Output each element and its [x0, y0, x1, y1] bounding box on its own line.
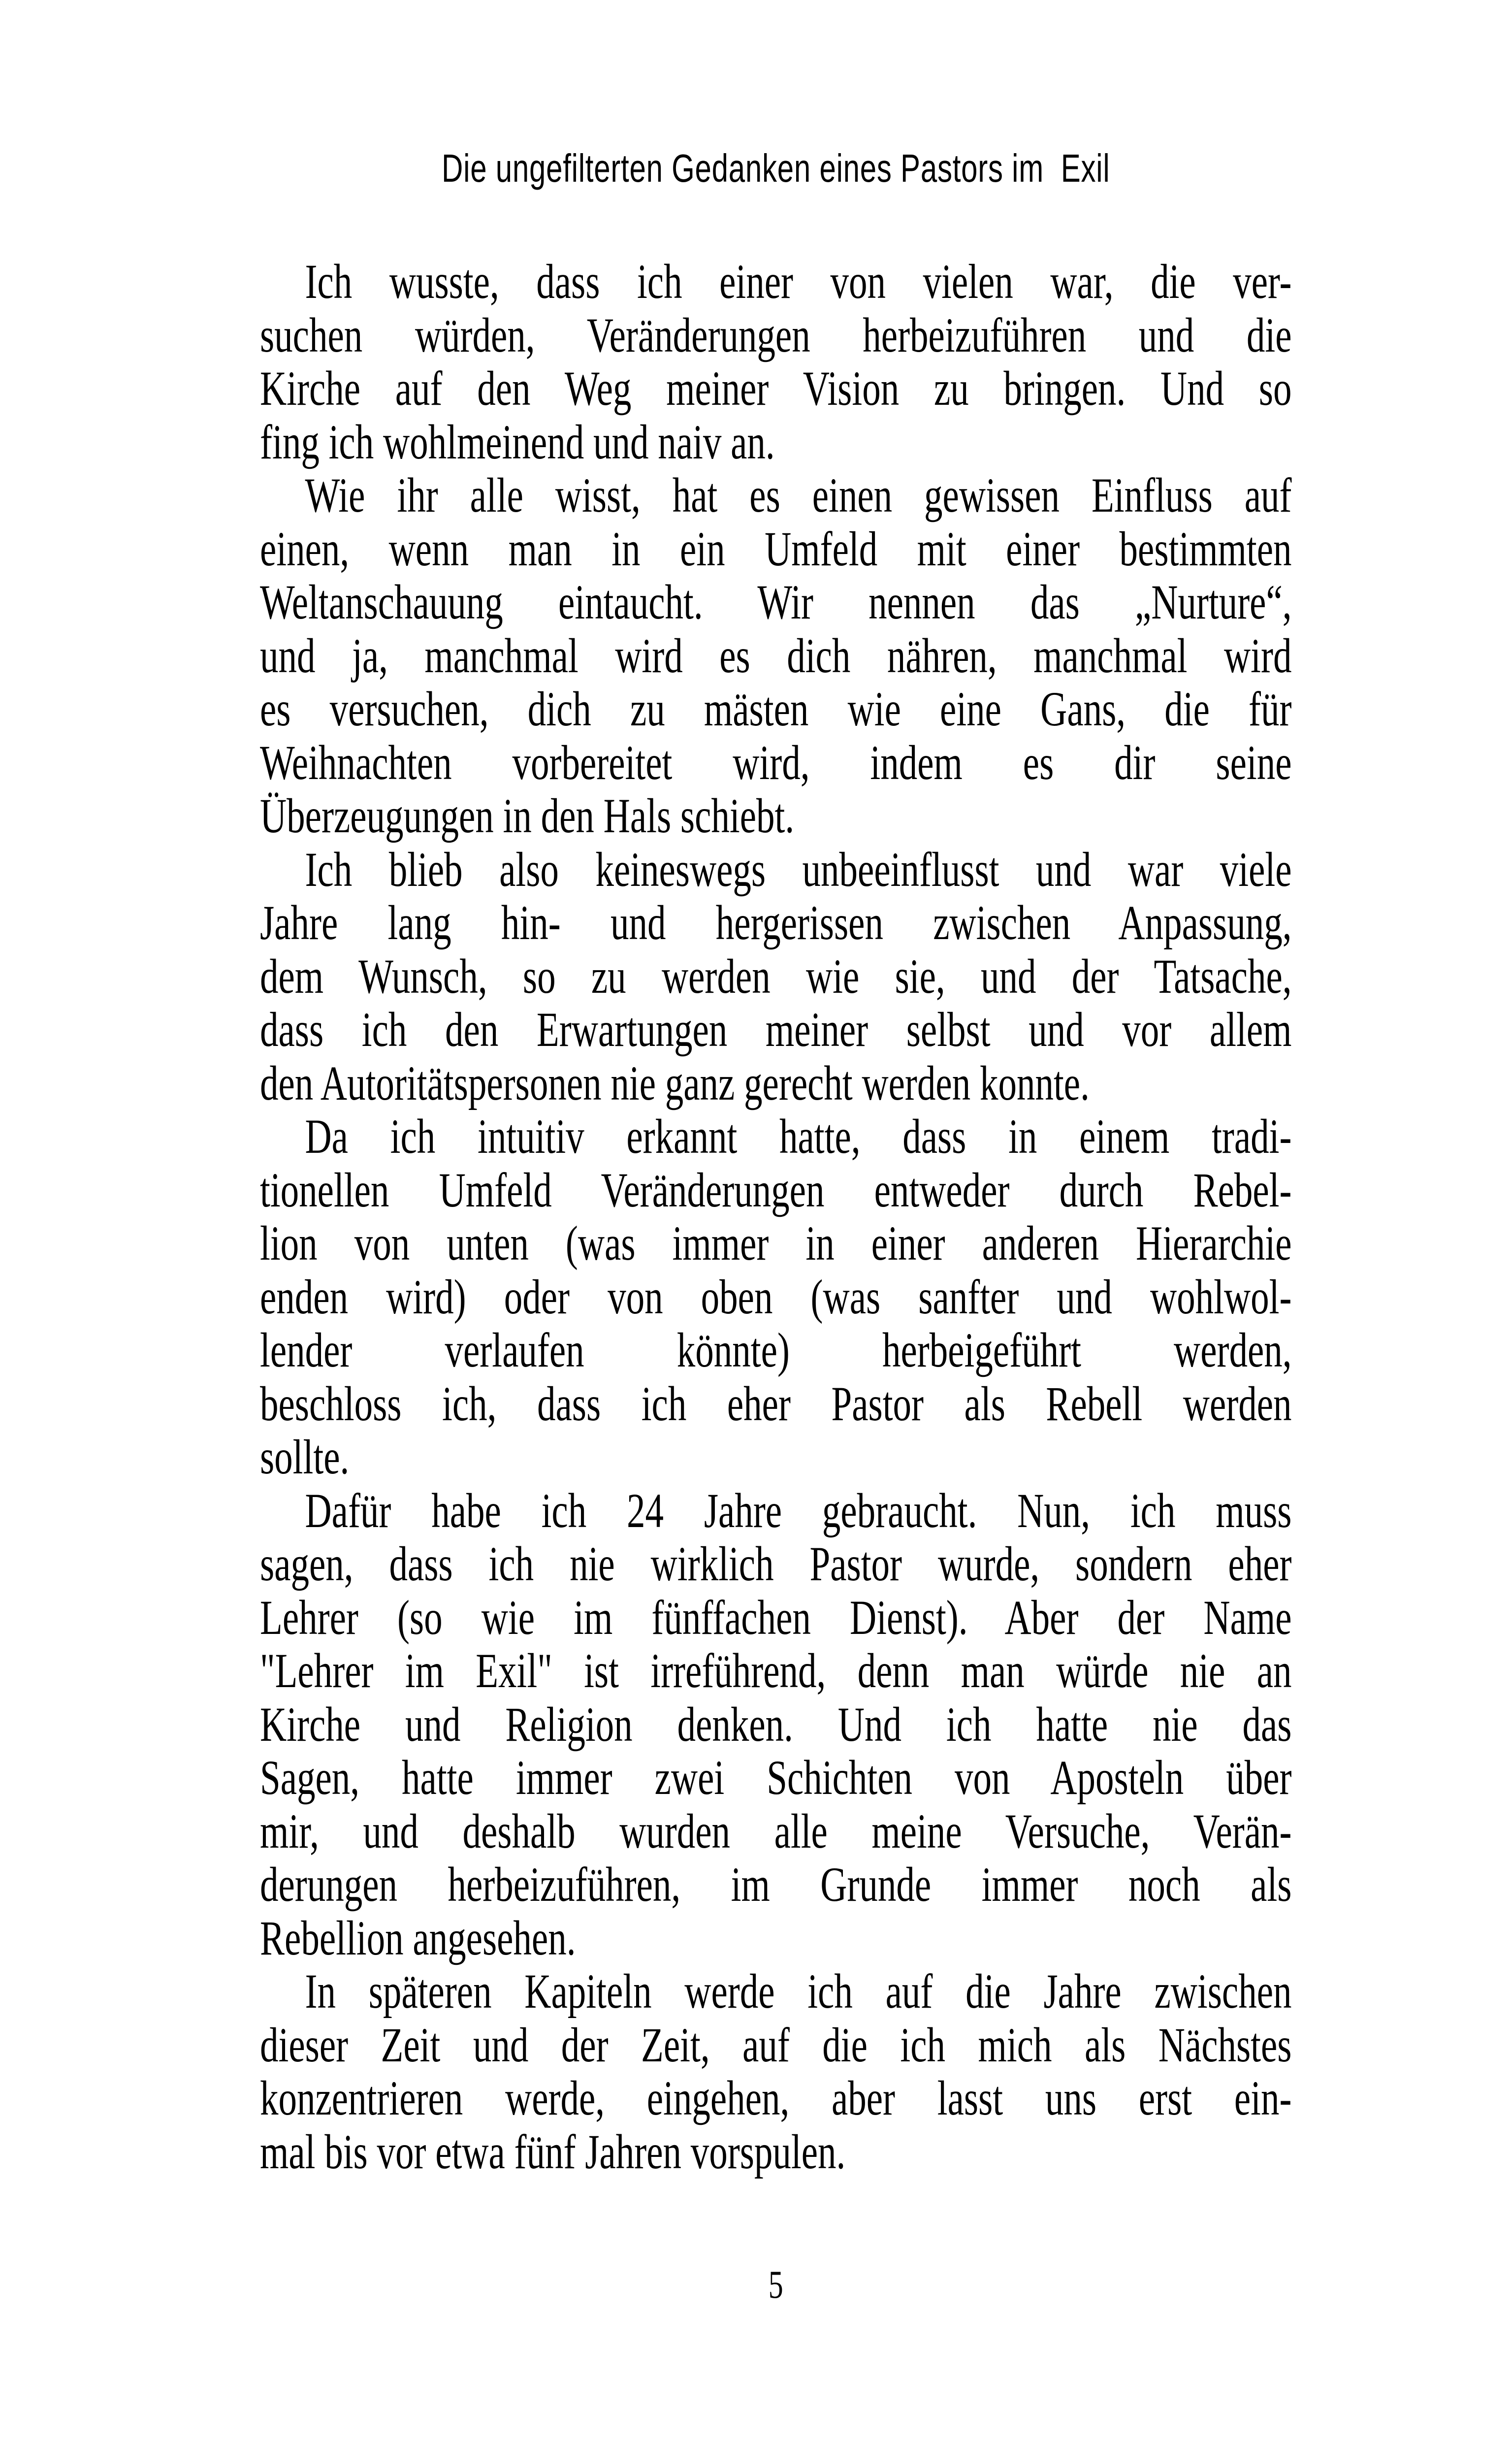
- text-line: sollte.: [260, 1430, 350, 1484]
- text-line: und ja, manchmal wird es dich nähren, manchmal wird: [260, 628, 1292, 683]
- page-body: [260, 255, 1292, 2179]
- text-line: sagen, dass ich nie wirklich Pastor wurde, sondern eher: [260, 1536, 1292, 1591]
- running-header: Die ungefilterten Gedanken eines Pastors im Exil: [442, 146, 1110, 190]
- text-line: "Lehrer im Exil" ist irreführend, denn man würde nie an: [260, 1643, 1292, 1698]
- text-line: Kirche auf den Weg meiner Vision zu bringen. Und so: [260, 361, 1292, 416]
- text-line: dieser Zeit und der Zeit, auf die ich mich als Nächstes: [260, 2017, 1292, 2072]
- text-line: In späteren Kapiteln werde ich auf die Jahre zwischen: [305, 1964, 1292, 2019]
- paragraph: [260, 469, 1292, 843]
- text-line: einen, wenn man in ein Umfeld mit einer bestimmten: [260, 521, 1292, 576]
- text-line: Kirche und Religion denken. Und ich hatte nie das: [260, 1696, 1292, 1752]
- text-line: Jahre lang hin- und hergerissen zwischen Anpassung,: [260, 895, 1292, 950]
- text-line: Weltanschauung eintaucht. Wir nennen das „Nurture“,: [260, 575, 1292, 629]
- text-line: Ich blieb also keineswegs unbeeinflusst und war viele: [305, 842, 1292, 897]
- text-line: tionellen Umfeld Veränderungen entweder durch Rebel-: [260, 1162, 1292, 1217]
- text-line: beschloss ich, dass ich eher Pastor als Rebell werden: [260, 1376, 1292, 1431]
- text-line: suchen würden, Veränderungen herbeizuführen und die: [260, 307, 1292, 362]
- paragraph: [260, 1965, 1292, 2179]
- paragraph: [260, 1484, 1292, 1965]
- text-line: mal bis vor etwa fünf Jahren vorspulen.: [260, 2124, 846, 2179]
- text-line: den Autoritätspersonen nie ganz gerecht werden konnte.: [260, 1055, 1090, 1110]
- text-line: Weihnachten vorbereitet wird, indem es dir seine: [260, 735, 1292, 790]
- paragraph: [260, 1110, 1292, 1484]
- text-line: Ich wusste, dass ich einer von vielen war, die ver-: [305, 254, 1292, 309]
- text-line: Lehrer (so wie im fünffachen Dienst). Aber der Name: [260, 1590, 1292, 1645]
- text-line: lion von unten (was immer in einer anderen Hierarchie: [260, 1216, 1292, 1270]
- text-line: lender verlaufen könnte) herbeigeführt werden,: [260, 1323, 1292, 1377]
- text-line: Wie ihr alle wisst, hat es einen gewissen Einfluss auf: [305, 468, 1292, 522]
- text-line: mir, und deshalb wurden alle meine Versuche, Verän-: [260, 1803, 1292, 1858]
- text-line: konzentrieren werde, eingehen, aber lasst uns erst ein-: [260, 2071, 1292, 2125]
- text-line: Da ich intuitiv erkannt hatte, dass in einem tradi-: [305, 1109, 1292, 1164]
- text-line: Überzeugungen in den Hals schiebt.: [260, 788, 795, 843]
- paragraph: [260, 255, 1292, 469]
- paragraph: [260, 843, 1292, 1110]
- text-block: [260, 0, 1292, 2305]
- text-line: enden wird) oder von oben (was sanfter und wohlwol-: [260, 1269, 1292, 1324]
- text-line: dem Wunsch, so zu werden wie sie, und der Tatsache,: [260, 948, 1292, 1004]
- text-line: es versuchen, dich zu mästen wie eine Gans, die für: [260, 682, 1292, 736]
- text-line: dass ich den Erwartungen meiner selbst und vor allem: [260, 1002, 1292, 1057]
- text-line: fing ich wohlmeinend und naiv an.: [260, 414, 775, 469]
- text-line: Sagen, hatte immer zwei Schichten von Aposteln über: [260, 1750, 1292, 1805]
- page-number: 5: [768, 2263, 783, 2307]
- text-line: Dafür habe ich 24 Jahre gebraucht. Nun, ich muss: [305, 1483, 1292, 1538]
- text-line: derungen herbeizuführen, im Grunde immer noch als: [260, 1857, 1292, 1912]
- text-line: Rebellion angesehen.: [260, 1910, 576, 1965]
